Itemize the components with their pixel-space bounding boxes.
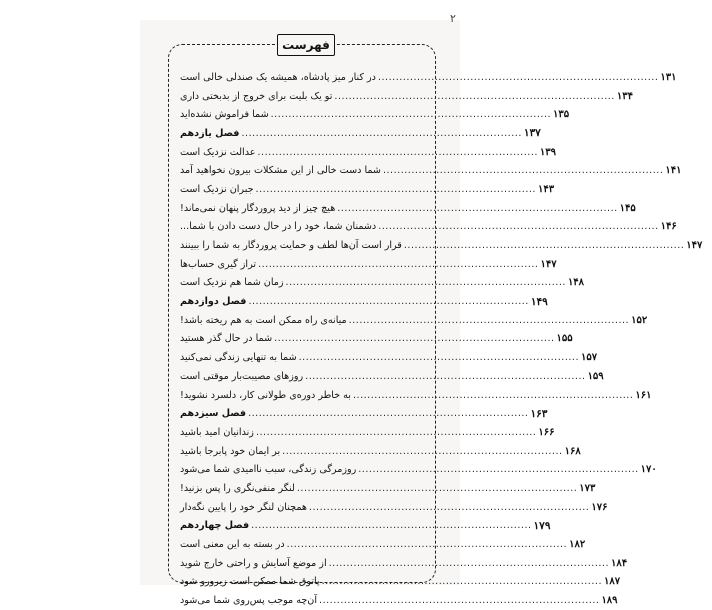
entry-title: پاتوق شما ممکن است زیرورو شود bbox=[180, 576, 320, 588]
dot-leader bbox=[258, 147, 538, 158]
toc-entry-row bbox=[180, 180, 555, 199]
page-number: ۱۸۲ bbox=[569, 539, 586, 551]
entry-title: هیچ چیز از دید پروردگار پنهان نمی‌ماند! bbox=[180, 202, 336, 214]
dot-leader bbox=[241, 128, 521, 139]
dot-leader bbox=[297, 483, 577, 494]
page-number: ۱۳۴ bbox=[616, 90, 633, 102]
dot-leader bbox=[286, 277, 566, 288]
entry-title: در کنار میز پادشاه، همیشه یک صندلی خالی است bbox=[180, 71, 376, 83]
entry-title: فصل سیزدهم bbox=[180, 408, 247, 420]
dot-leader bbox=[319, 595, 599, 606]
page-number: ۱۵۵ bbox=[556, 333, 573, 345]
dot-leader bbox=[349, 315, 629, 326]
dot-leader bbox=[353, 390, 633, 401]
entry-title: میانه‌ی راه ممکن است به هم ریخته باشد! bbox=[180, 314, 347, 326]
toc-entry-row bbox=[180, 255, 557, 274]
page-number: ۱۸۹ bbox=[601, 595, 618, 607]
toc-entry-row bbox=[180, 460, 657, 479]
toc-entry-row bbox=[180, 218, 677, 237]
dot-leader bbox=[329, 558, 609, 569]
dot-leader bbox=[358, 464, 638, 475]
toc-entry-row bbox=[180, 442, 581, 461]
toc-title: فهرست bbox=[277, 34, 335, 56]
entry-title: روزمرگی زندگی، سبب ناامیدی شما می‌شود bbox=[180, 464, 357, 476]
page-number: ۱۸۷ bbox=[604, 576, 621, 588]
toc-entry-row bbox=[180, 554, 628, 573]
page-number: ۱۵۷ bbox=[581, 352, 598, 364]
toc-entry-row bbox=[180, 311, 648, 330]
page-number: ۱۷۶ bbox=[591, 501, 608, 513]
entry-title: فصل چهاردهم bbox=[180, 520, 250, 532]
page-number: ۱۷۹ bbox=[533, 519, 551, 532]
dot-leader bbox=[287, 539, 567, 550]
entry-title: قرار است آن‌ها لطف و حمایت پروردگار به شما را ببینند bbox=[180, 240, 402, 252]
dot-leader bbox=[383, 165, 663, 176]
toc-entry-row bbox=[180, 386, 652, 405]
dot-leader bbox=[334, 91, 614, 102]
page-number: ۱۶۶ bbox=[538, 426, 555, 438]
toc-entry-row bbox=[180, 68, 677, 87]
toc-entry-row bbox=[180, 236, 703, 255]
entry-title: فصل یازدهم bbox=[180, 127, 240, 139]
toc-entry-row bbox=[180, 105, 570, 124]
entry-title: شما به تنهایی زندگی نمی‌کنید bbox=[180, 352, 297, 364]
page-number: ۱۴۶ bbox=[660, 221, 677, 233]
toc-entry-row bbox=[180, 591, 618, 610]
toc-entry-row bbox=[180, 573, 621, 592]
toc-entry-row bbox=[180, 348, 598, 367]
entry-title: بر ایمان خود پابرجا باشید bbox=[180, 445, 281, 457]
dot-leader bbox=[378, 221, 658, 232]
dot-leader bbox=[258, 259, 538, 270]
toc-entry-row bbox=[180, 479, 596, 498]
page-number: ۱۴۵ bbox=[619, 202, 636, 214]
page-number-mark: ۲ bbox=[450, 12, 456, 25]
entry-title: همچنان لنگر خود را پایین نگه‌دار bbox=[180, 501, 307, 513]
entry-title: شما دست خالی از این مشکلات بیرون نخواهید آمد bbox=[180, 165, 381, 177]
toc-entry-row bbox=[180, 143, 557, 162]
page-number: ۱۶۳ bbox=[530, 407, 548, 420]
page-number: ۱۳۹ bbox=[539, 146, 557, 158]
page-number: ۱۴۹ bbox=[530, 295, 548, 308]
entry-title: تراز گیری حساب‌ها bbox=[180, 258, 257, 270]
toc-entry-row bbox=[180, 330, 573, 349]
dot-leader bbox=[309, 502, 589, 513]
dot-leader bbox=[305, 371, 585, 382]
table-of-contents bbox=[180, 68, 703, 610]
chapter-heading-row bbox=[180, 404, 548, 423]
dot-leader bbox=[251, 520, 531, 531]
page-number: ۱۷۳ bbox=[579, 482, 596, 494]
dot-leader bbox=[248, 296, 528, 307]
entry-title: دشمنان شما، خود را در حال دست دادن با شما... bbox=[180, 221, 377, 233]
entry-title: عدالت نزدیک است bbox=[180, 146, 256, 158]
entry-title: شما در حال گذر هستید bbox=[180, 333, 273, 345]
entry-title: آن‌چه موجب پس‌روی شما می‌شود bbox=[180, 595, 318, 607]
entry-title: روزهای مصیبت‌بار موقتی است bbox=[180, 370, 304, 382]
page-number: ۱۶۱ bbox=[635, 389, 652, 401]
toc-entry-row bbox=[180, 367, 604, 386]
dot-leader bbox=[299, 352, 579, 363]
entry-title: فصل دوازدهم bbox=[180, 296, 247, 308]
page-number: ۱۷۰ bbox=[640, 464, 657, 476]
toc-entry-row bbox=[180, 498, 608, 517]
page-number: ۱۵۹ bbox=[587, 370, 604, 382]
chapter-heading-row bbox=[180, 124, 541, 143]
entry-title: از موضع آسایش و راحتی خارج شوید bbox=[180, 557, 327, 569]
entry-title: شما فراموش نشده‌اید bbox=[180, 109, 269, 121]
dot-leader bbox=[271, 109, 551, 120]
dot-leader bbox=[256, 427, 536, 438]
toc-entry-row bbox=[180, 274, 585, 293]
dot-leader bbox=[248, 408, 528, 419]
toc-entry-row bbox=[180, 199, 636, 218]
entry-title: به خاطر دوره‌ی طولانی کار، دلسرد نشوید! bbox=[180, 389, 351, 401]
entry-title: زندانیان امید باشید bbox=[180, 426, 254, 438]
entry-title: تو یک بلیت برای خروج از بدبختی داری bbox=[180, 90, 333, 102]
dot-leader bbox=[256, 184, 536, 195]
page-number: ۱۴۷ bbox=[540, 258, 557, 270]
page-number: ۱۴۳ bbox=[537, 183, 555, 195]
page-number: ۱۶۸ bbox=[564, 445, 581, 457]
toc-entry-row bbox=[180, 423, 555, 442]
entry-title: جبران نزدیک است bbox=[180, 183, 254, 195]
toc-entry-row bbox=[180, 87, 633, 106]
dot-leader bbox=[282, 446, 562, 457]
toc-entry-row bbox=[180, 161, 682, 180]
page-number: ۱۳۱ bbox=[660, 71, 677, 83]
entry-title: زمان شما هم نزدیک است bbox=[180, 277, 284, 289]
page-number: ۱۵۲ bbox=[631, 314, 648, 326]
page-number: ۱۴۱ bbox=[665, 165, 682, 177]
dot-leader bbox=[337, 203, 617, 214]
page-number: ۱۴۷ bbox=[686, 240, 703, 252]
toc-entry-row bbox=[180, 535, 586, 554]
page-number: ۱۳۵ bbox=[553, 109, 570, 121]
page-number: ۱۴۸ bbox=[567, 277, 585, 289]
page-number: ۱۳۷ bbox=[523, 127, 541, 140]
dot-leader bbox=[378, 72, 658, 83]
page-number: ۱۸۴ bbox=[611, 557, 628, 569]
entry-title: در بسته به این معنی است bbox=[180, 539, 285, 551]
dot-leader bbox=[274, 333, 554, 344]
chapter-heading-row bbox=[180, 517, 551, 536]
entry-title: لنگر منفی‌نگری را پس بزنید! bbox=[180, 482, 295, 494]
dot-leader bbox=[322, 576, 602, 587]
dot-leader bbox=[404, 240, 684, 251]
chapter-heading-row bbox=[180, 292, 548, 311]
